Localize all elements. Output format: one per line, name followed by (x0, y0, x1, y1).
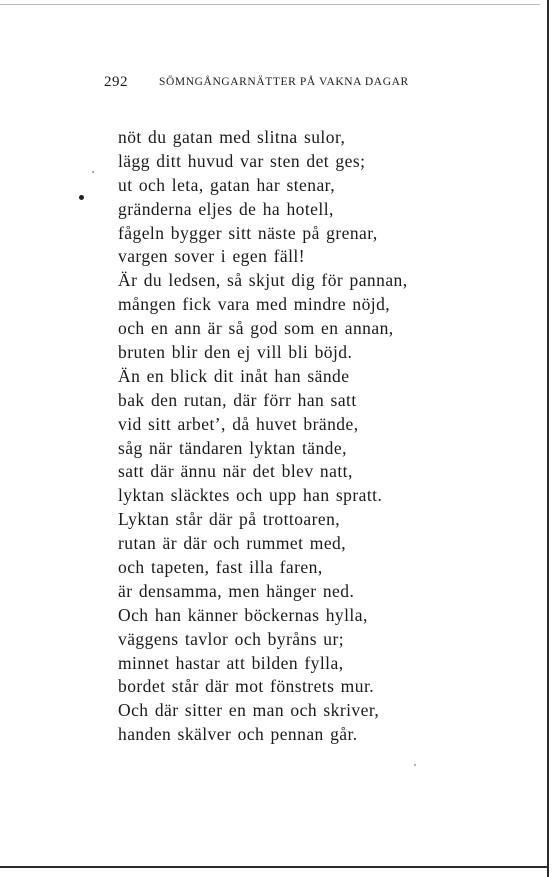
poem-line: nöt du gatan med slitna sulor, (118, 127, 346, 147)
poem-line: bruten blir den ej vill bli böjd. (118, 342, 353, 363)
poem-line: Är du ledsen, så skjut dig för pannan, (118, 270, 408, 291)
poem-line: gränderna eljes de ha hotell, (118, 198, 334, 219)
poem-line: och en ann är så god som en annan, (118, 318, 394, 339)
poem-line: och tapeten, fast illa faren, (118, 557, 323, 578)
poem-line: bordet står där mot fönstrets mur. (118, 676, 375, 697)
page-number: 292 (104, 74, 128, 90)
ink-speck (92, 171, 94, 173)
poem-line: såg när tändaren lyktan tände, (118, 437, 347, 458)
running-head: SÖMNGÅNGARNÄTTER PÅ VAKNA DAGAR (159, 76, 409, 88)
poem-line: Och där sitter en man och skriver, (118, 700, 380, 721)
poem-line: väggens tavlor och byråns ur; (118, 628, 345, 649)
poem-line: vargen sover i egen fäll! (118, 246, 305, 267)
poem-line: rutan är där och rummet med, (118, 533, 347, 554)
bottom-edge-line (0, 866, 548, 868)
poem-line: lyktan släcktes och upp han spratt. (118, 485, 383, 506)
right-edge-line (547, 0, 549, 877)
poem-line: vid sitt arbet’, då huvet brände, (118, 413, 359, 434)
page-header (0, 74, 552, 94)
poem-line: Och han känner böckernas hylla, (118, 604, 368, 625)
poem-line: bak den rutan, där förr han satt (118, 389, 357, 410)
poem-line: fågeln bygger sitt näste på grenar, (118, 222, 378, 243)
top-edge-line (0, 4, 540, 5)
poem-line: ut och leta, gatan har stenar, (118, 174, 336, 195)
poem-line: Än en blick dit inåt han sände (118, 365, 350, 386)
poem-line: lägg ditt huvud var sten det ges; (118, 150, 366, 171)
poem-line: minnet hastar att bilden fylla, (118, 652, 344, 673)
ink-speck (79, 195, 84, 200)
poem-text (118, 126, 538, 747)
poem-line: satt där ännu när det blev natt, (118, 461, 353, 482)
poem-line: mången fick vara med mindre nöjd, (118, 294, 391, 315)
poem-line: är densamma, men hänger ned. (118, 580, 355, 601)
poem-line: handen skälver och pennan går. (118, 724, 358, 745)
ink-speck (414, 764, 416, 766)
poem-line: Lyktan står där på trottoaren, (118, 509, 341, 530)
